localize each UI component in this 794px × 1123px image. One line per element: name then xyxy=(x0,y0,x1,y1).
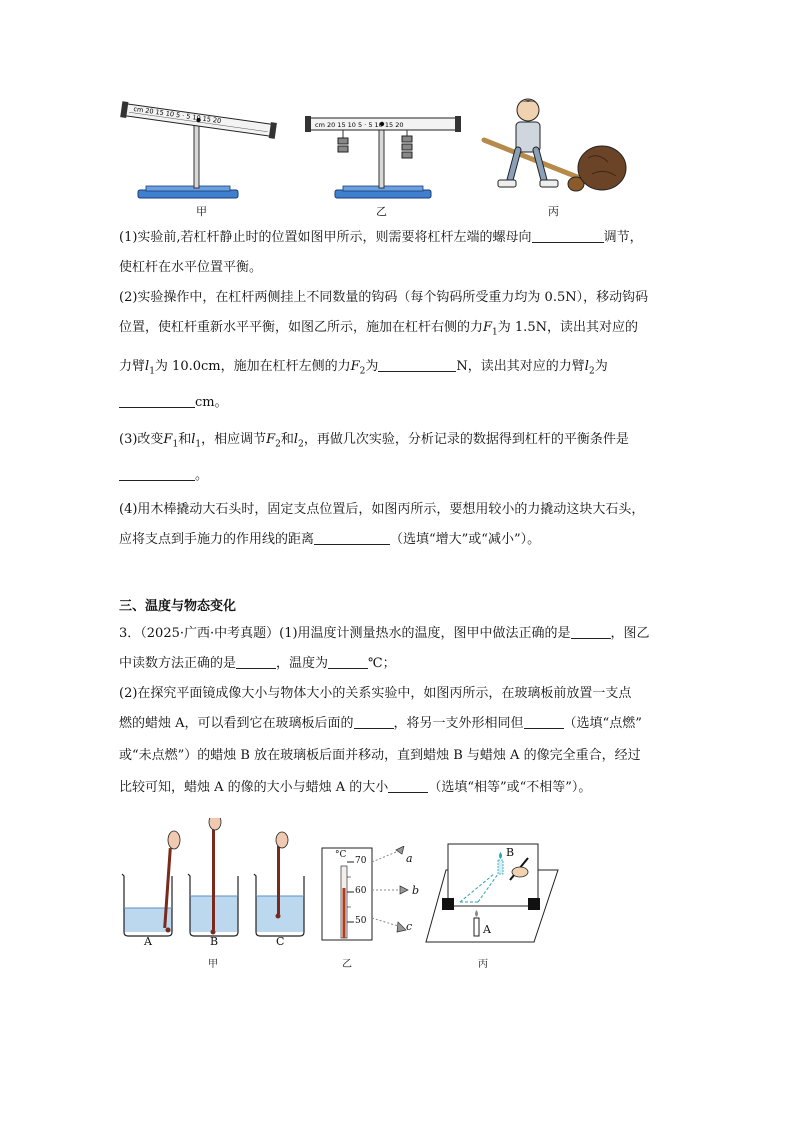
beaker-b-label: B xyxy=(210,935,219,948)
figure-yi-caption: 乙 xyxy=(376,205,387,218)
eye-c-label: c xyxy=(406,920,413,933)
answer-blank-11[interactable] xyxy=(388,778,428,793)
figure-bing-plane-mirror xyxy=(424,842,560,946)
ruler-yi-label: cm 20 15 10 5 · 5 10 15 20 xyxy=(315,121,404,129)
q2-part2-line1: (2)实验操作中，在杠杆两侧挂上不同数量的钩码（每个钩码所受重力均为 0.5N），移动钩码 xyxy=(119,290,649,305)
answer-blank-9[interactable] xyxy=(354,714,394,729)
answer-blank-4[interactable] xyxy=(119,466,195,481)
figure-jia-beakers xyxy=(118,818,314,942)
q2-part3-line1: (3)改变$F_1$和$l_1$，相应调节$F_2$和$l_2$，再做几次实验，分析记录的数据得到杠杆的平衡条件是 xyxy=(119,432,629,450)
answer-blank-5[interactable] xyxy=(314,530,390,545)
figure-jia-tilted-lever xyxy=(118,96,290,208)
beaker-c-label: C xyxy=(276,935,285,948)
q2-part4-line1: (4)用木棒撬动大石头时，固定支点位置后，如图丙所示，要想用较小的力撬动这块大石头， xyxy=(119,502,645,517)
q2-part4-line2: 应将支点到手施力的作用线的距离 （选填“增大”或“减小”）。 xyxy=(119,532,541,547)
q2-part2-line3: 力臂$l_1$为 10.0cm，施加在杠杆左侧的力$F_2$为 N，读出其对应的力臂$l_2$为 xyxy=(119,359,608,377)
candle-a-label: A xyxy=(483,923,491,936)
figure-yi-balanced-lever xyxy=(303,108,463,208)
q2-part1-line1: (1)实验前,若杠杆静止时的位置如图甲所示，则需要将杠杆左端的螺母向 调节， xyxy=(119,230,643,245)
q3-line6: 比较可知，蜡烛 A 的像的大小与蜡烛 A 的大小 （选填“相等”或“不相等”）。 xyxy=(119,780,592,795)
thermometer-tick-60: 60 xyxy=(355,886,367,896)
q2-part3-line2: 。 xyxy=(119,466,694,486)
figure-bing-boy-prying-rock xyxy=(480,96,630,204)
thermometer-tick-70: 70 xyxy=(355,856,367,866)
figure-bing-bottom-caption: 丙 xyxy=(478,959,488,970)
q3-line2: 中读数方法正确的是 ，温度为 ℃； xyxy=(119,656,396,671)
figure-yi-bottom-caption: 乙 xyxy=(342,959,352,970)
section-3-heading: 三、温度与物态变化 xyxy=(119,599,237,614)
answer-blank-10[interactable] xyxy=(524,714,564,729)
eye-b-label: b xyxy=(412,884,420,897)
q2-part1-line2: 使杠杆在水平位置平衡。 xyxy=(119,260,263,275)
q3-line1: 3．（2025·广西·中考真题）(1)用温度计测量热水的温度，图甲中做法正确的是 ，图乙 xyxy=(119,626,650,641)
answer-blank-6[interactable] xyxy=(571,624,611,639)
candle-b-label: B xyxy=(506,846,515,859)
q3-line4: 燃的蜡烛 A，可以看到它在玻璃板后面的 ，将另一支外形相同但 （选填“点燃” xyxy=(119,716,642,731)
answer-blank-8[interactable] xyxy=(328,654,368,669)
figure-jia-bottom-caption: 甲 xyxy=(208,959,218,970)
answer-blank-1[interactable] xyxy=(532,228,604,243)
thermometer-unit: °C xyxy=(335,850,347,860)
thermometer-tick-50: 50 xyxy=(355,916,367,926)
figure-bing-caption: 丙 xyxy=(548,205,559,218)
answer-blank-3[interactable] xyxy=(119,393,195,408)
q3-line5: 或“未点燃”）的蜡烛 B 放在玻璃板后面并移动，直到蜡烛 B 与蜡烛 A 的像完全重合，经过 xyxy=(119,748,641,763)
q2-part2-line4: cm。 xyxy=(119,393,694,413)
q2-part2-line2: 位置，使杠杆重新水平平衡，如图乙所示，施加在杠杆右侧的力$F_1$为 1.5N，读出其对应的 xyxy=(119,320,638,338)
answer-blank-2[interactable] xyxy=(378,357,456,372)
ruler-jia-label: cm 20 15 10 5 · 5 10 15 20 xyxy=(132,104,222,126)
answer-blank-7[interactable] xyxy=(236,654,276,669)
beaker-a-label: A xyxy=(144,935,152,948)
figure-jia-caption: 甲 xyxy=(196,205,207,218)
q3-line3: (2)在探究平面镜成像大小与物体大小的关系实验中，如图丙所示，在玻璃板前放置一支点 xyxy=(119,686,632,701)
eye-a-label: a xyxy=(406,852,413,865)
